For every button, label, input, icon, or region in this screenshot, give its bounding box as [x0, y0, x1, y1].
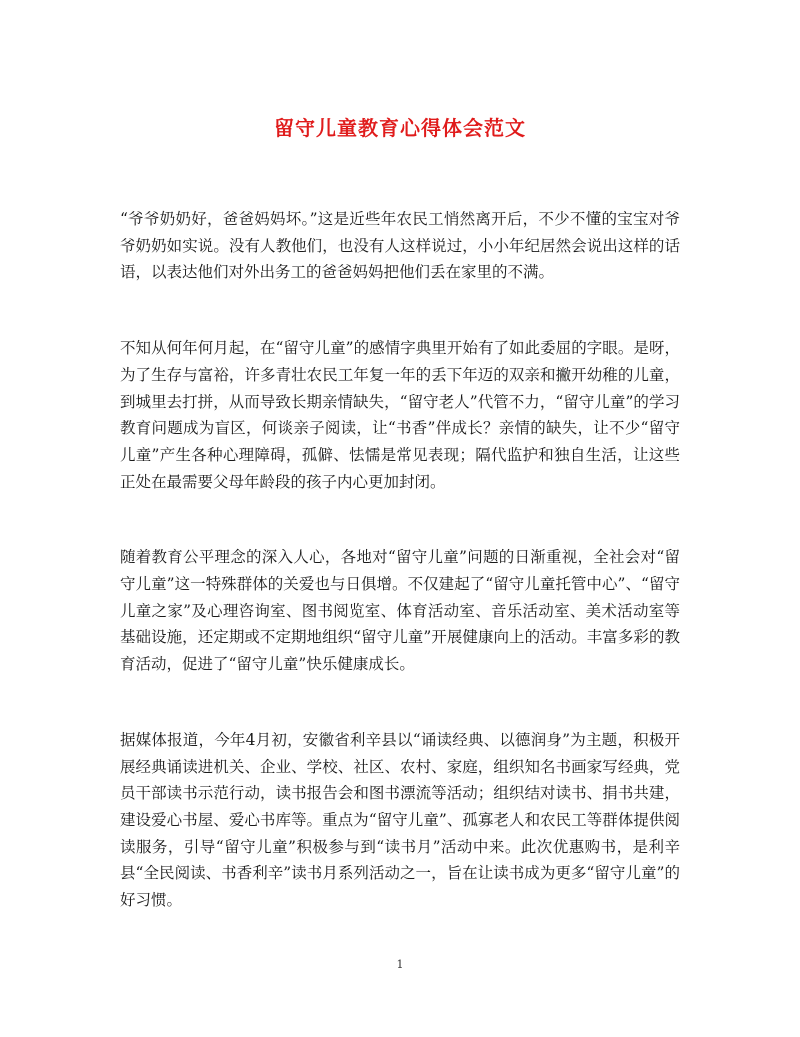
- document-title: 留守儿童教育心得体会范文: [274, 116, 526, 140]
- paragraph-4: 据媒体报道，今年4月初，安徽省利辛县以“诵读经典、以德润身”为主题，积极开展经典诵读进机关、企业、学校、社区、农村、家庭，组织知名书画家写经典，党员干部读书示范行动，读书报告会和图书漂流等活动；组织结对读书、捐书共建，建设爱心书屋、爱心书库等。重点为“留守儿童”、孤寡老人和农民工等群体提供阅读服务，引导“留守儿童”积极参与到“读书月”活动中来。此次优惠购书，是利辛县“全民阅读、书香利辛”读书月系列活动之一，旨在让读书成为更多“留守儿童”的好习惯。: [120, 730, 680, 910]
- paragraph-2: 不知从何年何月起，在“留守儿童”的感情字典里开始有了如此委屈的字眼。是呀，为了生存与富裕，许多青壮农民工年复一年的丢下年迈的双亲和撇开幼稚的儿童，到城里去打拼，从而导致长期亲情缺失，“留守老人”代管不力，“留守儿童”的学习教育问题成为盲区，何谈亲子阅读，让“书香”伴成长？亲情的缺失，让不少“留守儿童”产生各种心理障碍，孤僻、怯懦是常见表现；隔代监护和独自生活，让这些正处在最需要父母年龄段的孩子内心更加封闭。: [120, 339, 680, 491]
- document-body: [120, 206, 680, 963]
- paragraph-1: “爷爷奶奶好，爸爸妈妈坏。”这是近些年农民工悄然离开后，不少不懂的宝宝对爷爷奶奶如实说。没有人教他们，也没有人这样说过，小小年纪居然会说出这样的话语，以表达他们对外出务工的爸爸妈妈把他们丢在家里的不满。: [120, 210, 680, 282]
- page-number: 1: [396, 958, 404, 971]
- paragraph-3: 随着教育公平理念的深入人心，各地对“留守儿童”问题的日渐重视，全社会对“留守儿童”这一特殊群体的关爱也与日俱增。不仅建起了“留守儿童托管中心”、“留守儿童之家”及心理咨询室、图书阅览室、体育活动室、音乐活动室、美术活动室等基础设施，还定期或不定期地组织“留守儿童”开展健康向上的活动。丰富多彩的教育活动，促进了“留守儿童”快乐健康成长。: [120, 548, 680, 674]
